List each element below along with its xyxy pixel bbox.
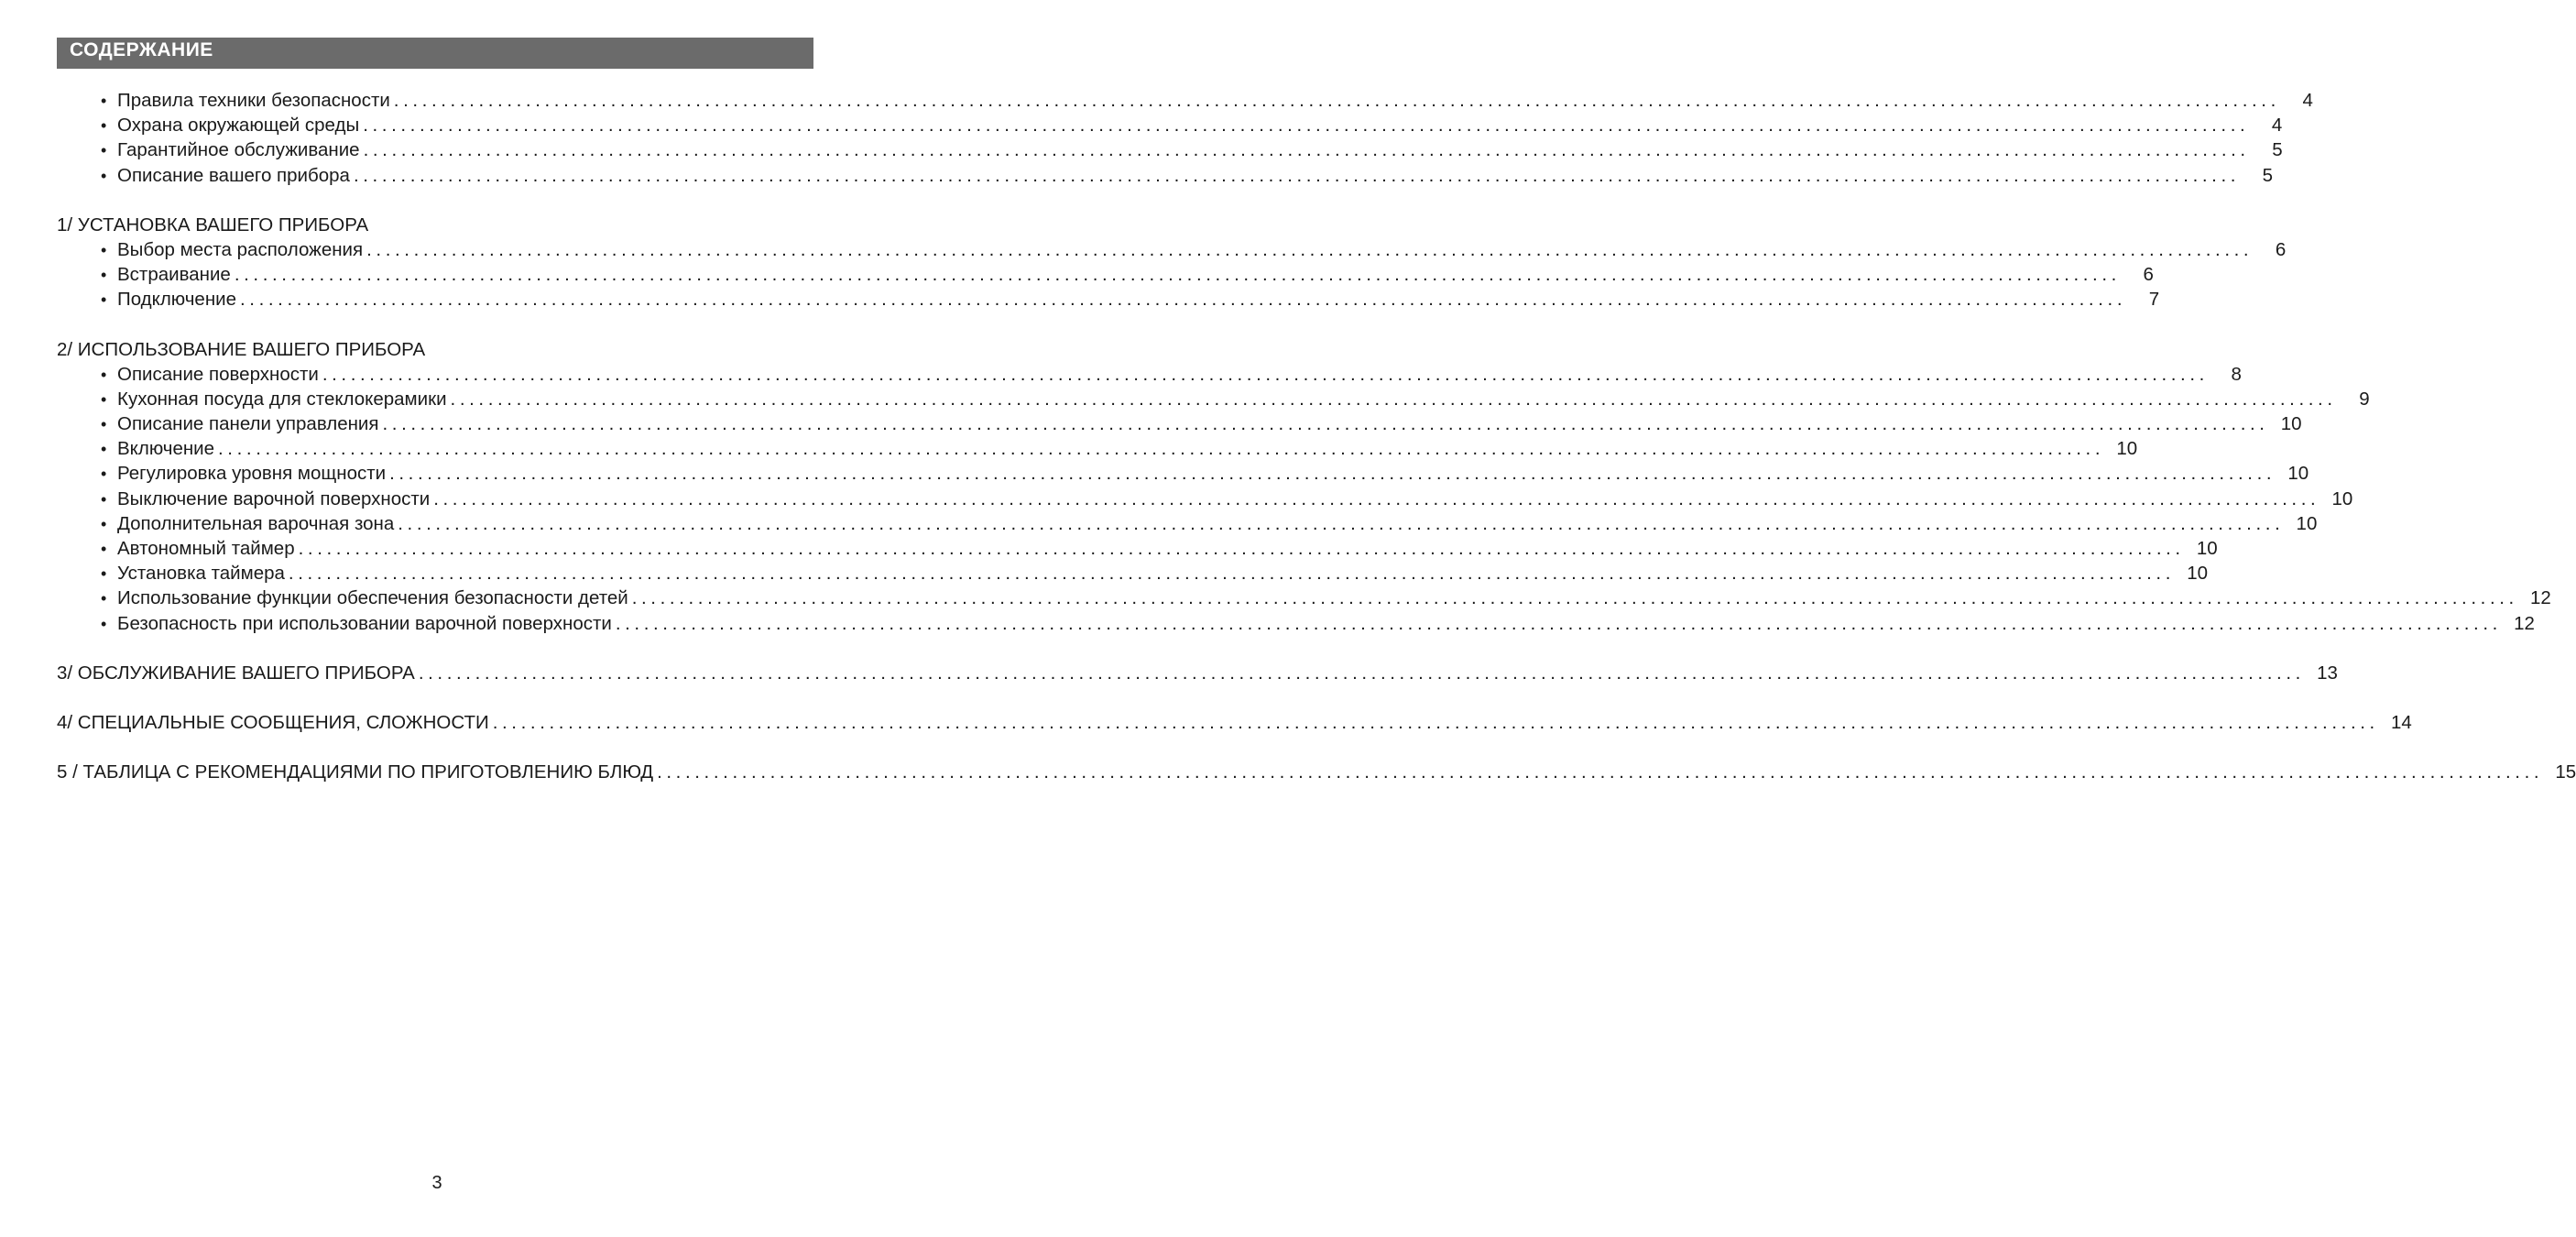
dot-leader: ........................................................................................................................................................................................................ [450, 388, 2337, 410]
dot-leader: ........................................................................................................................................................................................................ [218, 438, 2105, 460]
section-5-entry[interactable] [57, 760, 2576, 784]
bullet-icon: • [101, 389, 107, 409]
toc-entry-page: 10 [2187, 563, 2209, 585]
toc-entry-page: 10 [2280, 413, 2302, 435]
bullet-icon: • [101, 266, 107, 285]
toc-entry[interactable] [57, 237, 2287, 262]
toc-entry-label: Описание поверхности [117, 363, 319, 385]
section-4-page: 14 [2391, 711, 2412, 733]
dot-leader: ........................................................................................................................................................................................................ [657, 761, 2544, 783]
toc-entry-label: Описание панели управления [117, 413, 379, 435]
toc-entry-label: Охрана окружающей среды [117, 115, 360, 137]
bullet-icon: • [101, 116, 107, 136]
toc-entry[interactable] [57, 561, 2209, 586]
toc-entry[interactable] [57, 436, 2138, 461]
dot-leader: ........................................................................................................................................................................................................ [288, 563, 2176, 585]
toc-entry-label: Гарантийное обслуживание [117, 139, 360, 161]
toc-entry-page: 5 [2262, 164, 2274, 186]
dot-leader: ........................................................................................................................................................................................................ [234, 264, 2121, 286]
toc-entry[interactable] [57, 411, 2302, 436]
section-2-title[interactable]: 2/ ИСПОЛЬЗОВАНИЕ ВАШЕГО ПРИБОРА [57, 338, 426, 360]
section-3-page: 13 [2317, 662, 2338, 684]
toc-entry-page: 12 [2530, 587, 2551, 609]
toc-entry-page: 6 [2275, 238, 2287, 260]
toc-entry-page: 10 [2287, 463, 2309, 485]
toc-entry-label: Правила техники безопасности [117, 90, 390, 111]
toc-entry-label: Безопасность при использовании варочной поверхности [117, 612, 612, 634]
bullet-icon: • [101, 540, 107, 558]
toc-entry[interactable] [57, 461, 2309, 486]
bullet-icon: • [101, 489, 107, 509]
toc-entry-label: Встраивание [117, 264, 231, 286]
dot-leader: ........................................................................................................................................................................................................ [433, 487, 2320, 509]
toc-entry[interactable] [57, 536, 2218, 561]
bullet-icon: • [101, 415, 107, 434]
toc-entry-label: Описание вашего прибора [117, 164, 350, 186]
toc-entry-page: 10 [2196, 538, 2218, 559]
toc-entry[interactable] [57, 113, 2283, 137]
toc-entry[interactable] [57, 487, 2353, 511]
toc-entry[interactable] [57, 511, 2318, 536]
dot-leader: ........................................................................................................................................................................................................ [492, 711, 2379, 733]
toc-entry-page: 10 [2296, 512, 2318, 534]
dot-leader: ........................................................................................................................................................................................................ [298, 538, 2185, 559]
bullet-icon: • [101, 465, 107, 484]
bullet-icon: • [101, 290, 107, 310]
toc-entry[interactable] [57, 137, 2283, 162]
toc-entry-page: 6 [2143, 264, 2154, 286]
dot-leader: ........................................................................................................................................................................................................ [398, 512, 2285, 534]
bullet-icon: • [101, 141, 107, 160]
dot-leader: ........................................................................................................................................................................................................ [322, 363, 2209, 385]
toc-entry-label: Установка таймера [117, 563, 285, 585]
toc-entry-label: Использование функции обеспечения безопасности детей [117, 587, 628, 609]
section-1-title[interactable]: 1/ УСТАНОВКА ВАШЕГО ПРИБОРА [57, 213, 369, 235]
dot-leader: ........................................................................................................................................................................................................ [363, 115, 2250, 137]
toc-entry-label: Выключение варочной поверхности [117, 487, 431, 509]
dot-leader: ........................................................................................................................................................................................................ [393, 90, 2280, 111]
section-5-page: 15 [2555, 761, 2576, 783]
toc-entry-page: 4 [2302, 90, 2313, 111]
toc-entry-page: 9 [2359, 388, 2370, 410]
dot-leader: ........................................................................................................................................................................................................ [389, 463, 2276, 485]
toc-entry[interactable] [57, 387, 2370, 411]
toc-entry-page: 8 [2231, 363, 2242, 385]
dot-leader: ........................................................................................................................................................................................................ [418, 662, 2305, 684]
dot-leader: ........................................................................................................................................................................................................ [366, 238, 2254, 260]
dot-leader: ........................................................................................................................................................................................................ [240, 289, 2127, 311]
toc-header [57, 38, 813, 69]
bullet-icon: • [101, 614, 107, 633]
toc-entry-label: Автономный таймер [117, 538, 295, 559]
page-number: 3 [431, 1173, 442, 1193]
toc-entry-page: 4 [2271, 115, 2283, 137]
dot-leader: ........................................................................................................................................................................................................ [615, 612, 2502, 634]
bullet-icon: • [101, 589, 107, 608]
section-4-title: 4/ СПЕЦИАЛЬНЫЕ СООБЩЕНИЯ, СЛОЖНОСТИ [57, 711, 489, 733]
dot-leader: ........................................................................................................................................................................................................ [363, 139, 2250, 161]
bullet-icon: • [101, 166, 107, 185]
toc-entry-label: Кухонная посуда для стеклокерамики [117, 388, 447, 410]
toc-entry[interactable] [57, 287, 2160, 312]
toc-title: СОДЕРЖАНИЕ [70, 39, 213, 60]
toc-entry[interactable] [57, 262, 2154, 287]
toc-entry-label: Дополнительная варочная зона [117, 512, 395, 534]
toc-entry-label: Регулировка уровня мощности [117, 463, 387, 485]
dot-leader: ........................................................................................................................................................................................................ [631, 587, 2518, 609]
bullet-icon: • [101, 564, 107, 584]
section-4-entry[interactable] [57, 710, 2412, 735]
toc-entry-page: 7 [2148, 289, 2160, 311]
toc-entry-label: Включение [117, 438, 215, 460]
table-of-contents [57, 88, 2576, 784]
toc-entry-page: 10 [2116, 438, 2138, 460]
toc-entry[interactable] [57, 611, 2535, 636]
toc-entry[interactable] [57, 163, 2274, 188]
toc-entry-page: 10 [2331, 487, 2353, 509]
dot-leader: ........................................................................................................................................................................................................ [353, 164, 2241, 186]
dot-leader: ........................................................................................................................................................................................................ [382, 413, 2269, 435]
bullet-icon: • [101, 240, 107, 259]
section-3-entry[interactable] [57, 661, 2338, 685]
section-3-title: 3/ ОБСЛУЖИВАНИЕ ВАШЕГО ПРИБОРА [57, 662, 415, 684]
toc-entry-label: Выбор места расположения [117, 238, 364, 260]
toc-entry-page: 5 [2272, 139, 2283, 161]
bullet-icon: • [101, 514, 107, 533]
bullet-icon: • [101, 365, 107, 384]
bullet-icon: • [101, 440, 107, 459]
toc-entry[interactable] [57, 362, 2242, 387]
toc-entry[interactable] [57, 586, 2551, 610]
section-5-title: 5 / ТАБЛИЦА С РЕКОМЕНДАЦИЯМИ ПО ПРИГОТОВЛЕНИЮ БЛЮД [57, 761, 654, 783]
toc-entry[interactable] [57, 88, 2313, 113]
toc-entry-label: Подключение [117, 289, 236, 311]
toc-entry-page: 12 [2514, 612, 2535, 634]
bullet-icon: • [101, 92, 107, 110]
